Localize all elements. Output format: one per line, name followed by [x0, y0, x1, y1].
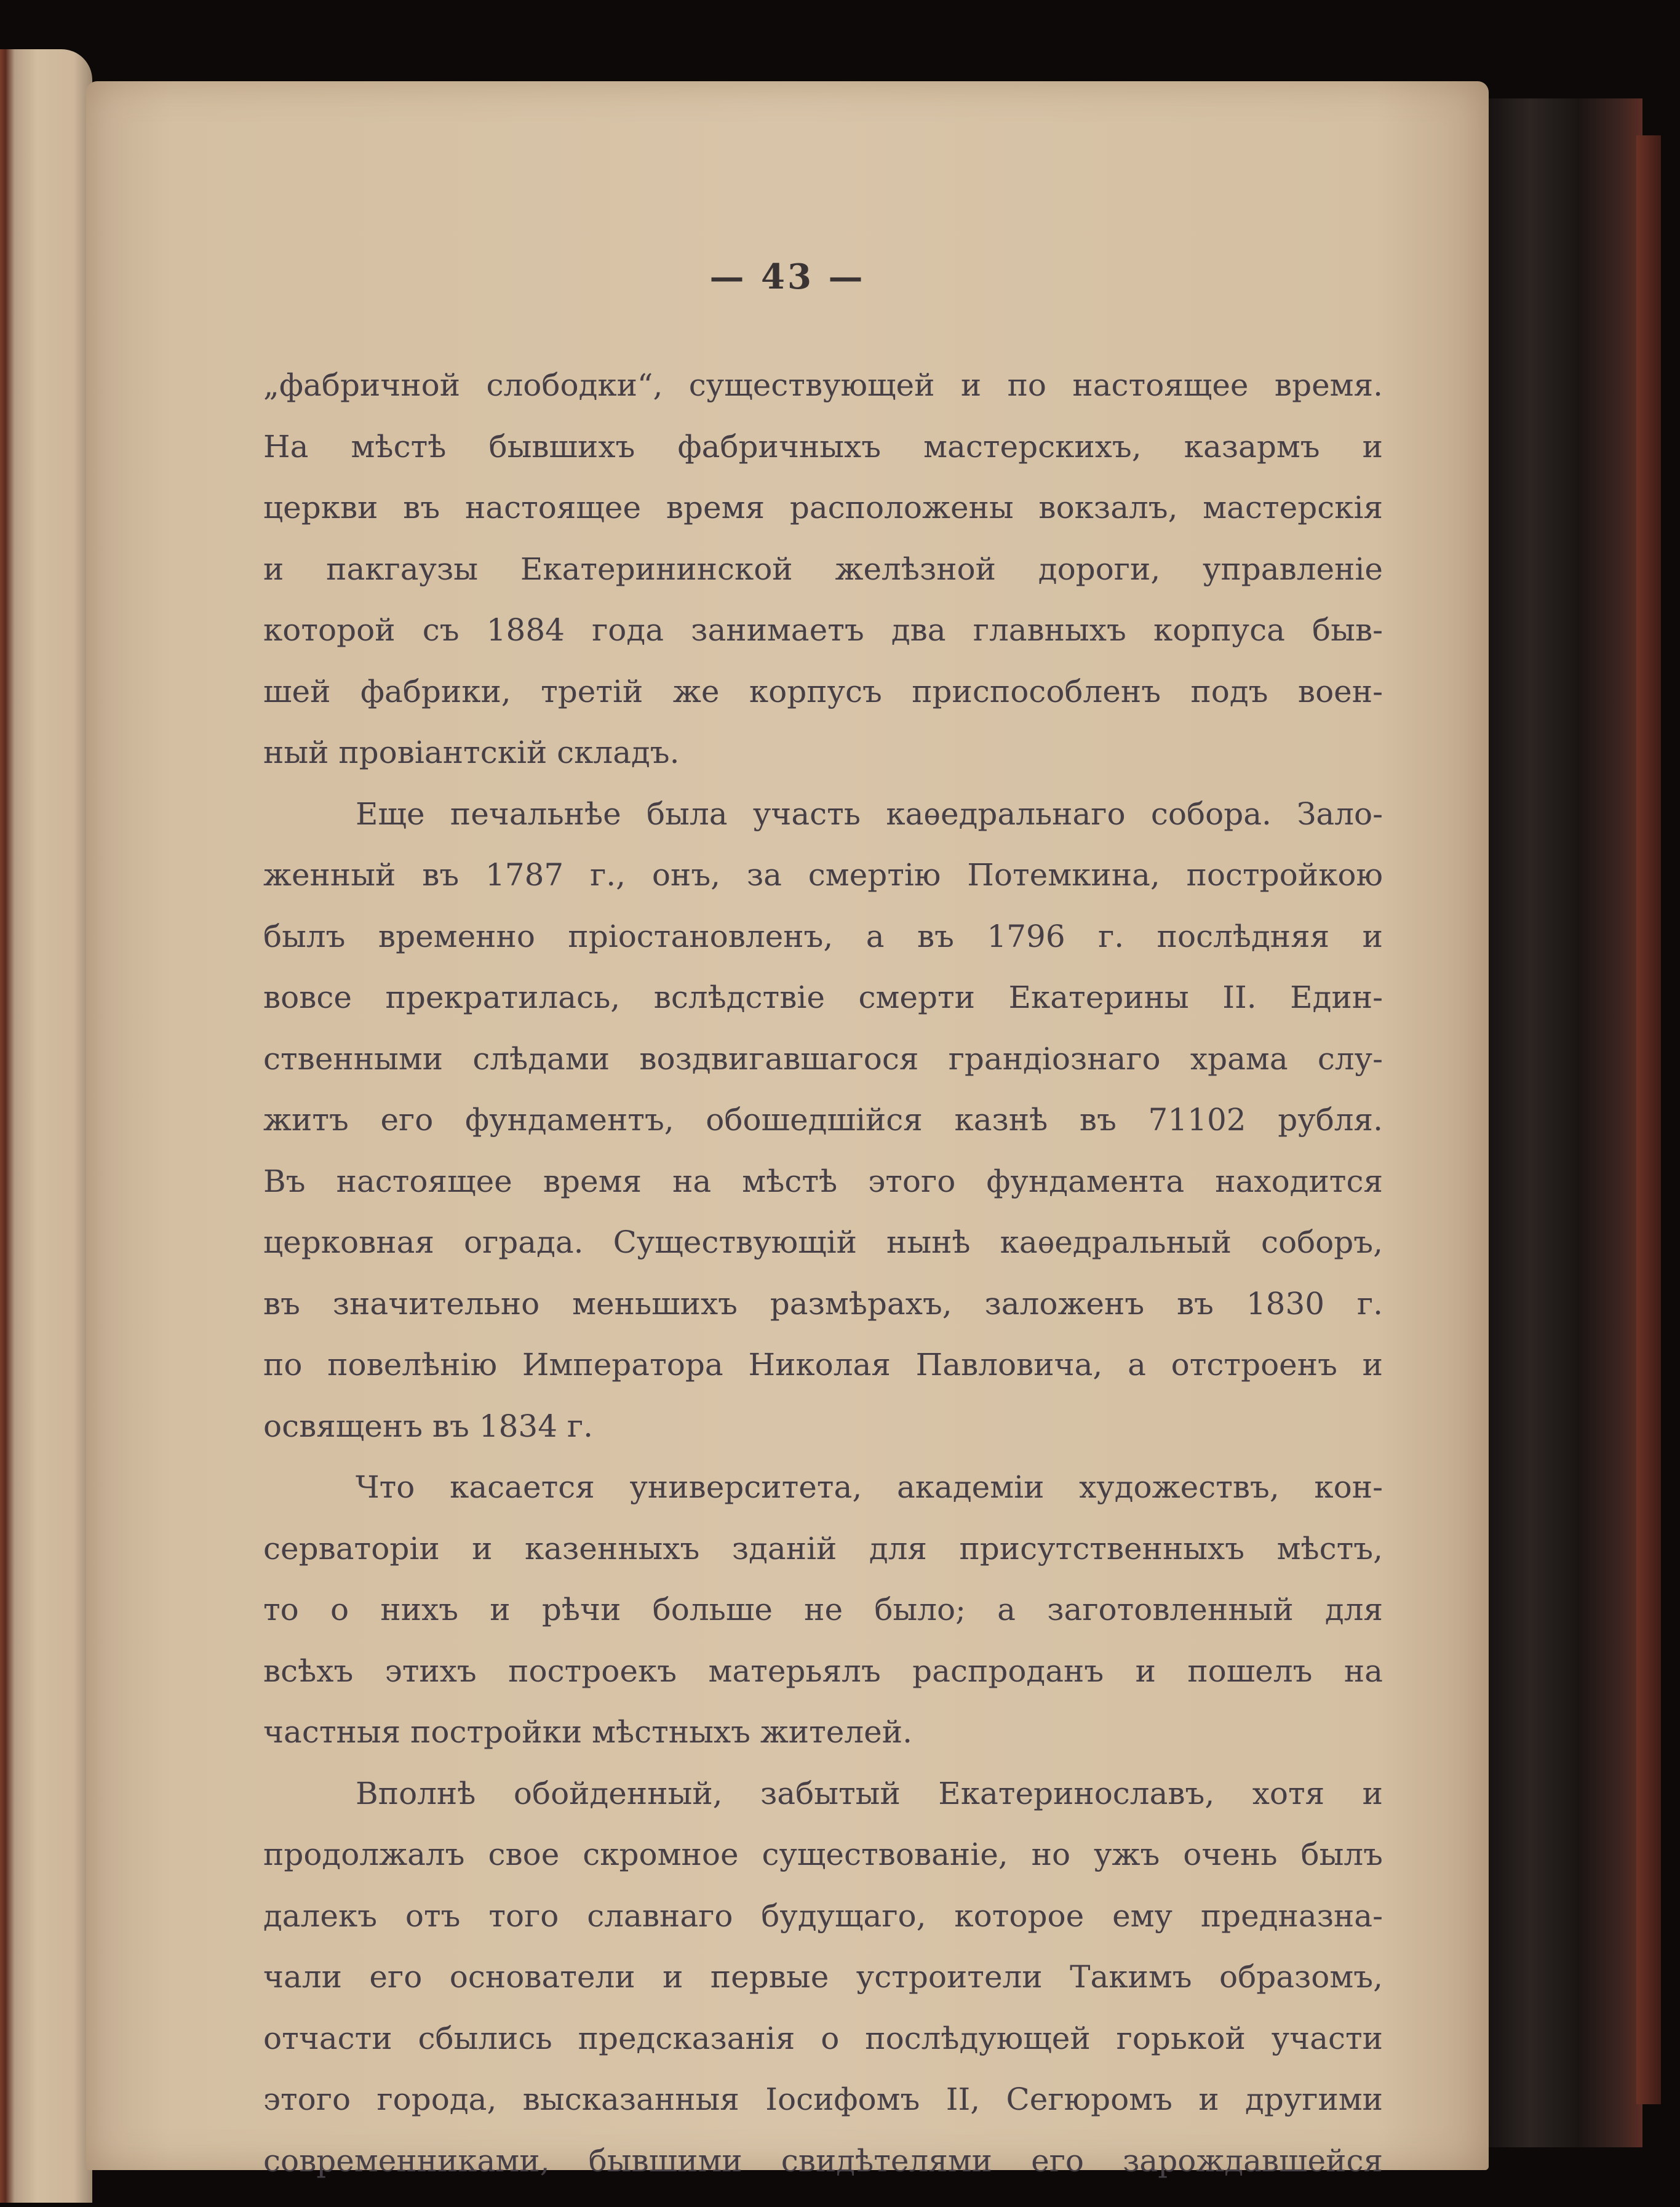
text-line: частныя постройки мѣстныхъ жителей. [263, 1714, 912, 1750]
text-line: женный въ 1787 г., онъ, за смертію Потемкина, постройкою [263, 857, 1383, 893]
text-line: На мѣстѣ бывшихъ фабричныхъ мастерскихъ, казармъ и [263, 428, 1383, 465]
text-line: и пакгаузы Екатерининской желѣзной дороги, управленіе [263, 551, 1383, 587]
text-line: Въ настоящее время на мѣстѣ этого фундамента находится [263, 1163, 1383, 1199]
text-line: серваторіи и казенныхъ зданій для присутственныхъ мѣстъ, [263, 1530, 1383, 1566]
text-line: освященъ въ 1834 г. [263, 1408, 593, 1444]
text-line: ный провіантскій складъ. [263, 735, 680, 770]
text-line: житъ его фундаментъ, обошедшійся казнѣ въ 71102 рубля. [263, 1102, 1383, 1138]
text-line: всѣхъ этихъ построекъ матерьялъ распроданъ и пошелъ на [263, 1653, 1383, 1689]
text-line: этого города, высказанныя Іосифомъ II, Сегюромъ и другими [263, 2081, 1383, 2117]
text-line: въ значительно меньшихъ размѣрахъ, заложенъ въ 1830 г. [263, 1285, 1383, 1322]
page-text [263, 355, 1383, 2192]
text-line: шей фабрики, третій же корпусъ приспособленъ подъ воен- [263, 673, 1383, 709]
text-line: былъ временно пріостановленъ, а въ 1796 г. послѣдняя и [263, 918, 1383, 954]
book-spine-edge [1483, 98, 1642, 2147]
text-line: отчасти сбылись предсказанія о послѣдующей горькой участи [263, 2020, 1383, 2056]
text-line: то о нихъ и рѣчи больше не было; а заготовленный для [263, 1592, 1383, 1627]
text-line: вовсе прекратилась, вслѣдствіе смерти Екатерины II. Един- [263, 980, 1383, 1015]
text-line: современниками, бывшими свидѣтелями его зарождавшейся [263, 2142, 1383, 2179]
book-page [86, 81, 1489, 2179]
text-line: по повелѣнію Императора Николая Павловича, а отстроенъ и [263, 1347, 1383, 1383]
text-line: Что касается университета, академіи художествъ, кон- [356, 1469, 1383, 1505]
text-line: далекъ отъ того славнаго будущаго, которое ему предназна- [263, 1898, 1383, 1934]
text-line: церкви въ настоящее время расположены вокзалъ, мастерскія [263, 490, 1383, 525]
page-number: — 43 — [709, 257, 866, 297]
text-line: продолжалъ свое скромное существованіе, но ужъ очень былъ [263, 1837, 1383, 1872]
text-line: „фабричной слободки“, существующей и по настоящее время. [263, 367, 1383, 403]
text-line: церковная ограда. Существующій нынѣ каѳедральный соборъ, [263, 1224, 1383, 1260]
left-page-edge [0, 49, 92, 2203]
text-line: которой съ 1884 года занимаетъ два главныхъ корпуса быв- [263, 612, 1383, 648]
text-line: ственными слѣдами воздвигавшагося грандіознаго храма слу- [263, 1040, 1383, 1077]
text-line: чали его основатели и первые устроители Такимъ образомъ, [263, 1959, 1383, 1995]
text-line: Еще печальнѣе была участь каѳедральнаго собора. Зало- [356, 796, 1383, 832]
text-line: Вполнѣ обойденный, забытый Екатеринославъ, хотя и [356, 1775, 1383, 1811]
